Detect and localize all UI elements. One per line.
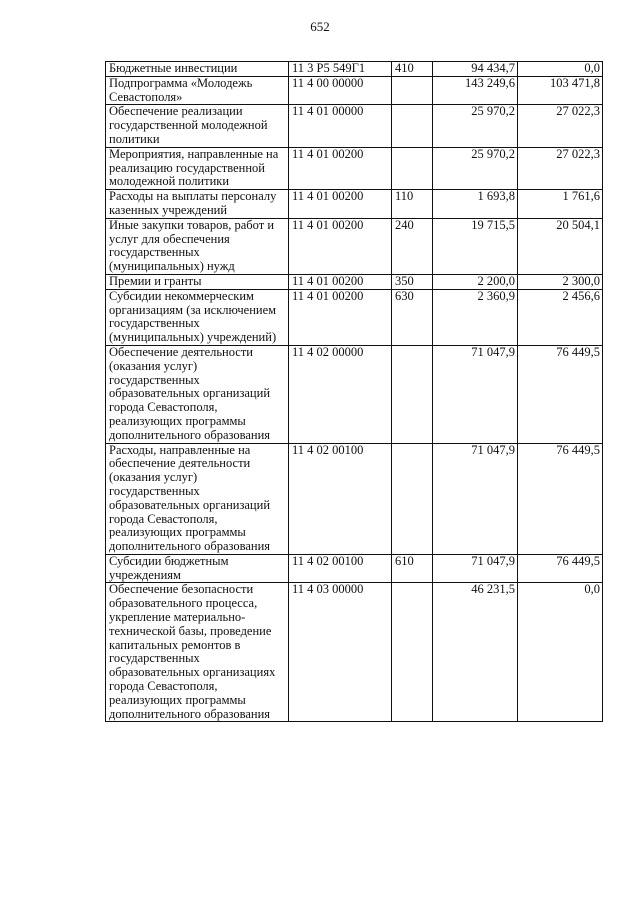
row-expense-type-cell (392, 583, 433, 722)
row-code-cell: 11 4 01 00000 (289, 105, 392, 147)
row-name-cell: Субсидии некоммерческим организациям (за исключением государственных (муниципальных) учреждений) (106, 289, 289, 345)
row-name-cell: Премии и гранты (106, 274, 289, 289)
table-row (106, 554, 603, 583)
row-amount-year1-cell: 71 047,9 (433, 443, 518, 554)
row-expense-type-cell: 630 (392, 289, 433, 345)
row-amount-year1-cell: 25 970,2 (433, 105, 518, 147)
row-amount-year1-cell: 94 434,7 (433, 62, 518, 77)
table-row (106, 105, 603, 147)
row-amount-year1-cell: 25 970,2 (433, 147, 518, 189)
row-expense-type-cell (392, 147, 433, 189)
table-row (106, 62, 603, 77)
row-expense-type-cell (392, 76, 433, 105)
row-name-cell: Расходы на выплаты персоналу казенных учреждений (106, 190, 289, 219)
table-row (106, 289, 603, 345)
row-name-cell: Бюджетные инвестиции (106, 62, 289, 77)
row-amount-year2-cell: 2 300,0 (518, 274, 603, 289)
row-expense-type-cell: 240 (392, 218, 433, 274)
page-number: 652 (310, 19, 330, 34)
row-amount-year2-cell: 0,0 (518, 583, 603, 722)
row-amount-year1-cell: 2 360,9 (433, 289, 518, 345)
row-code-cell: 11 4 01 00200 (289, 190, 392, 219)
row-amount-year2-cell: 27 022,3 (518, 105, 603, 147)
row-code-cell: 11 4 00 00000 (289, 76, 392, 105)
row-name-cell: Расходы, направленные на обеспечение деятельности (оказания услуг) государственных образовательных организаций города Севастополя, реализующих программы дополнительного образования (106, 443, 289, 554)
row-code-cell: 11 3 P5 549Г1 (289, 62, 392, 77)
row-amount-year2-cell: 76 449,5 (518, 345, 603, 443)
table-row (106, 218, 603, 274)
row-amount-year2-cell: 2 456,6 (518, 289, 603, 345)
row-amount-year1-cell: 1 693,8 (433, 190, 518, 219)
row-amount-year1-cell: 2 200,0 (433, 274, 518, 289)
row-name-cell: Обеспечение реализации государственной молодежной политики (106, 105, 289, 147)
row-expense-type-cell (392, 345, 433, 443)
row-amount-year2-cell: 20 504,1 (518, 218, 603, 274)
row-code-cell: 11 4 01 00200 (289, 218, 392, 274)
row-code-cell: 11 4 02 00000 (289, 345, 392, 443)
row-name-cell: Мероприятия, направленные на реализацию государственной молодежной политики (106, 147, 289, 189)
row-expense-type-cell: 610 (392, 554, 433, 583)
table-row (106, 443, 603, 554)
row-expense-type-cell: 110 (392, 190, 433, 219)
row-code-cell: 11 4 02 00100 (289, 443, 392, 554)
row-name-cell: Обеспечение безопасности образовательного процесса, укрепление материально-технической базы, проведение капитальных ремонтов в государственных образовательных организациях города Севастополя, реализующих программы дополнительного образования (106, 583, 289, 722)
table-row (106, 583, 603, 722)
row-amount-year2-cell: 76 449,5 (518, 554, 603, 583)
row-code-cell: 11 4 01 00200 (289, 289, 392, 345)
row-expense-type-cell: 350 (392, 274, 433, 289)
row-code-cell: 11 4 02 00100 (289, 554, 392, 583)
table-row (106, 345, 603, 443)
row-name-cell: Субсидии бюджетным учреждениям (106, 554, 289, 583)
budget-table (105, 61, 603, 722)
table-row (106, 274, 603, 289)
row-expense-type-cell (392, 443, 433, 554)
row-amount-year2-cell: 103 471,8 (518, 76, 603, 105)
row-amount-year1-cell: 46 231,5 (433, 583, 518, 722)
row-name-cell: Подпрограмма «Молодежь Севастополя» (106, 76, 289, 105)
row-amount-year1-cell: 143 249,6 (433, 76, 518, 105)
row-amount-year1-cell: 71 047,9 (433, 554, 518, 583)
row-amount-year1-cell: 71 047,9 (433, 345, 518, 443)
row-amount-year1-cell: 19 715,5 (433, 218, 518, 274)
row-code-cell: 11 4 01 00200 (289, 274, 392, 289)
table-row (106, 147, 603, 189)
row-expense-type-cell: 410 (392, 62, 433, 77)
row-name-cell: Иные закупки товаров, работ и услуг для обеспечения государственных (муниципальных) нужд (106, 218, 289, 274)
row-expense-type-cell (392, 105, 433, 147)
row-amount-year2-cell: 27 022,3 (518, 147, 603, 189)
table-row (106, 190, 603, 219)
row-code-cell: 11 4 01 00200 (289, 147, 392, 189)
table-row (106, 76, 603, 105)
row-code-cell: 11 4 03 00000 (289, 583, 392, 722)
row-amount-year2-cell: 76 449,5 (518, 443, 603, 554)
row-amount-year2-cell: 1 761,6 (518, 190, 603, 219)
budget-table-body (106, 62, 603, 722)
row-name-cell: Обеспечение деятельности (оказания услуг) государственных образовательных организаций города Севастополя, реализующих программы дополнительного образования (106, 345, 289, 443)
row-amount-year2-cell: 0,0 (518, 62, 603, 77)
